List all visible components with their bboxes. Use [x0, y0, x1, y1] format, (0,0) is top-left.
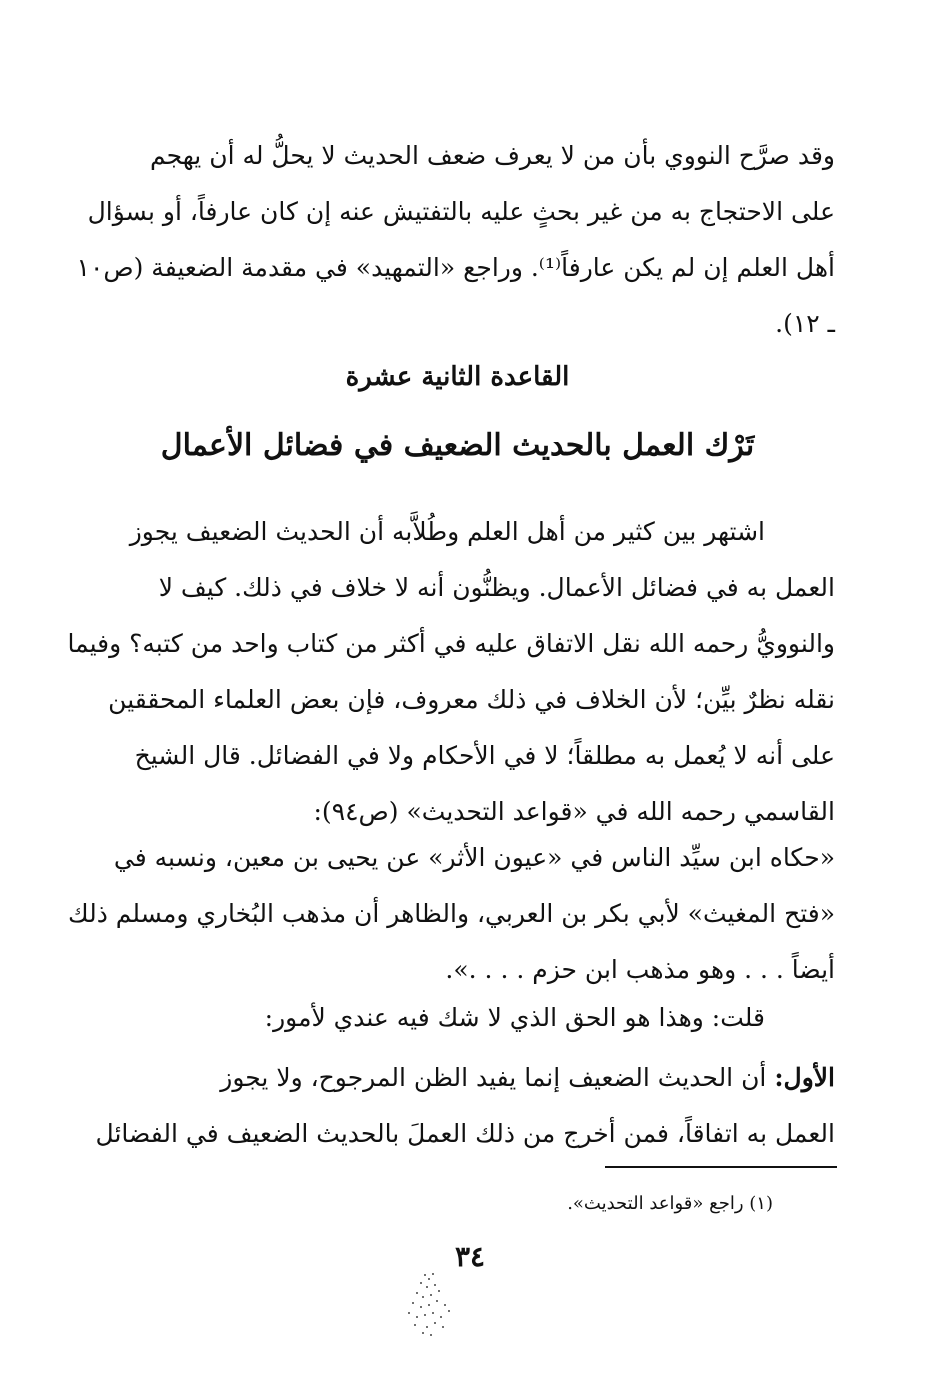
quote-line-3: أيضاً . . . وهو مذهب ابن حزم . . . .». [445, 955, 835, 984]
paragraph-1-line-4: ـ ١٢). [775, 309, 835, 338]
paragraph-1-line-2: على الاحتجاج به من غير بحثٍ عليه بالتفتيش عنه إن كان عارفاً، أو بسؤال [87, 197, 835, 226]
scan-noise-mark [375, 1265, 495, 1345]
section-number-heading: القاعدة الثانية عشرة [345, 362, 570, 392]
paragraph-4 [80, 990, 835, 1046]
paragraph-5-line-1-rest: أن الحديث الضعيف إنما يفيد الظن المرجوح، ولا يجوز [220, 1063, 775, 1092]
quote-line-1: «حكاه ابن سيِّد الناس في «عيون الأثر» عن يحيى بن معين، ونسبه في [113, 843, 835, 872]
paragraph-5-lead: الأول: [774, 1063, 835, 1092]
paragraph-1-line-1: وقد صرَّح النووي بأن من لا يعرف ضعف الحديث لا يحلُّ له أن يهجم [150, 141, 835, 170]
paragraph-5-line-1 [80, 1050, 835, 1106]
quote-line-2: «فتح المغيث» لأبي بكر بن العربي، والظاهر أن مذهب البُخاري ومسلم ذلك [68, 899, 835, 928]
paragraph-2-line-1: اشتهر بين كثير من أهل العلم وطُلاَّبه أن الحديث الضعيف يجوز [129, 517, 765, 546]
paragraph-1 [76, 128, 835, 352]
paragraph-2-line-2: العمل به في فضائل الأعمال. ويظنُّون أنه لا خلاف في ذلك. كيف لا [158, 573, 835, 602]
paragraph-2-line-4: نقله نظرٌ بيِّن؛ لأن الخلاف في ذلك معروف، فإن بعض العلماء المحققين [108, 685, 835, 714]
page-number: ٣٤ [454, 1240, 486, 1273]
footnote-separator [605, 1166, 837, 1168]
quote-paragraph [68, 830, 835, 998]
paragraph-2 [67, 504, 835, 840]
paragraph-5-line-2: العمل به اتفاقاً، فمن أخرج من ذلك العملَ بالحديث الضعيف في الفضائل [95, 1119, 835, 1148]
paragraph-5 [80, 1050, 835, 1162]
paragraph-4-line-1: قلت: وهذا هو الحق الذي لا شك فيه عندي لأمور: [264, 1003, 765, 1032]
paragraph-1-line-3: أهل العلم إن لم يكن عارفاً⁽¹⁾. وراجع «التمهيد» في مقدمة الضعيفة (ص١٠ [76, 253, 835, 282]
section-title-heading: تَرْك العمل بالحديث الضعيف في فضائل الأعمال [160, 428, 755, 463]
paragraph-2-line-5: على أنه لا يُعمل به مطلقاً؛ لا في الأحكام ولا في الفضائل. قال الشيخ [134, 741, 835, 770]
paragraph-2-line-6: القاسمي رحمه الله في «قواعد التحديث» (ص٩٤): [313, 797, 835, 826]
footnote: (١) راجع «قواعد التحديث». [567, 1193, 773, 1214]
paragraph-2-line-3: والنوويُّ رحمه الله نقل الاتفاق عليه في أكثر من كتاب واحد من كتبه؟ وفيما [67, 629, 835, 658]
